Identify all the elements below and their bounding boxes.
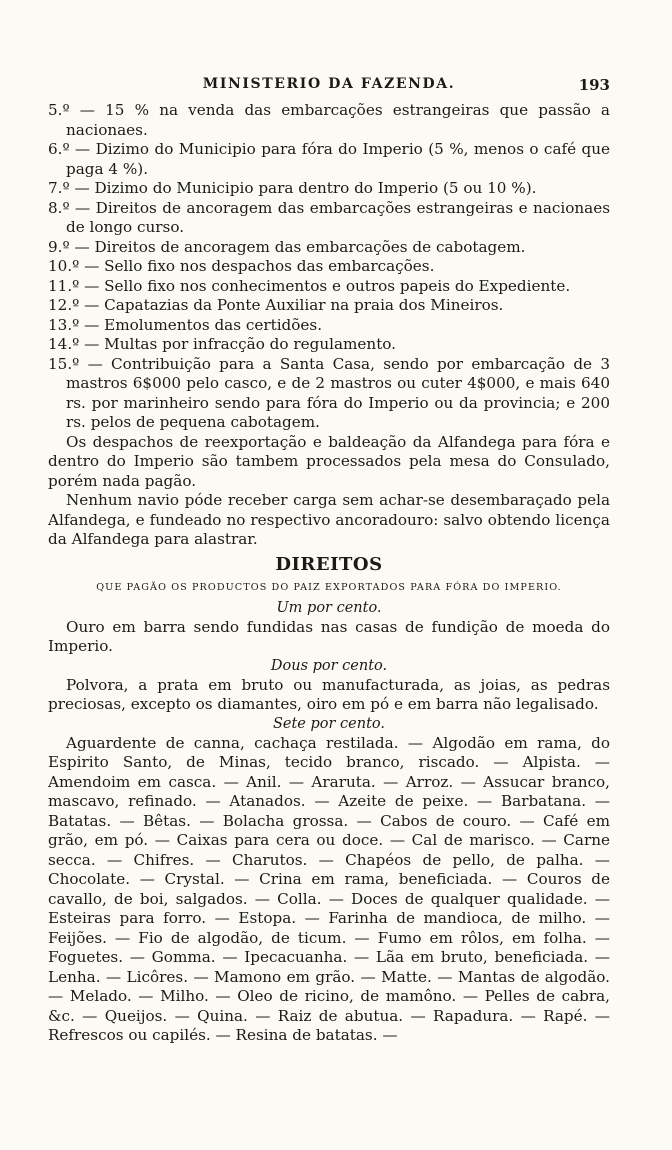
paragraph-reexportation: Os despachos de reexportação e baldeação da Alfandega para fóra e dentro do Imperio são tambem processados pela mesa do Consulado, porém nada pagão. [48,432,610,490]
rate-text: Ouro em barra sendo fundidas nas casas de fundição de moeda do Imperio. [48,617,610,655]
paragraph-loading: Nenhum navio póde receber carga sem achar-se desembaraçado pela Alfandega, e fundeado no respectivo ancoradouro: salvo obtendo licença da Alfandega para alastrar. [48,491,610,548]
running-title: MINISTERIO DA FAZENDA. [202,76,456,92]
list-item: 11.º — Sello fixo nos conhecimentos e outros papeis do Expediente. [48,276,571,295]
rate-title: Dous por cento. [270,657,388,674]
list-item: 6.º — Dizimo do Municipio para fóra do Imperio (5 %, menos o café que paga 4 %). [48,140,610,178]
section-heading: DIREITOS [275,553,383,575]
rate-text: Polvora, a prata em bruto ou manufacturada, as joias, as pedras preciosas, excepto os diamantes, oiro em pó e em barra não legalisado. [48,675,610,713]
section-subheading: QUE PAGÃO OS PRODUCTOS DO PAIZ EXPORTADOS PARA FÓRA DO IMPERIO. [96,581,562,593]
list-item: 15.º — Contribuição para a Santa Casa, sendo por embarcação de 3 mastros 6$000 pelo casco, e de 2 mastros ou cuter 4$000, e mais 640 rs. por marinheiro sendo para fóra do Imperio ou da provincia; e 200 rs. pelos de pequena cabotagem. [48,354,610,431]
list-item: 7.º — Dizimo do Municipio para dentro do Imperio (5 ou 10 %). [48,179,537,197]
numbered-list [48,101,610,433]
page-body [48,101,610,1046]
list-item: 5.º — 15 % na venda das embarcações estrangeiras que passão a nacionaes. [48,101,610,139]
list-item: 8.º — Direitos de ancoragem das embarcações estrangeiras e nacionaes de longo curso. [48,198,610,236]
list-item: 9.º — Direitos de ancoragem das embarcações de cabotagem. [48,237,526,256]
list-item: 13.º — Emolumentos das certidões. [48,315,323,334]
rate-title: Sete por cento. [272,715,386,732]
page-header [48,76,610,98]
rate-text: Aguardente de canna, cachaça restilada. — Algodão em rama, do Espirito Santo, de Minas, tecido branco, riscado. — Alpista. — Amendoim em casca. — Anil. — Araruta. — Arroz. — Assucar branco, mascavo, refinado. — Atanados. — Azeite de peixe. — Barbatana. — Batatas. — Bêtas. — Bolacha grossa. — Cabos de couro. — Café em grão, em pó. — Caixas para cera ou doce. — Cal de marisco. — Carne secca. — Chifres. — Charutos. — Chapéos de pello, de palha. — Chocolate. — Crystal. — Crina em rama, beneficiada. — Couros de cavallo, de boi, salgados. — Colla. — Doces de qualquer qualidade. — Esteiras para forro. — Estopa. — Farinha de mandioca, de milho. — Feijões. — Fio de algodão, de ticum. — Fumo em rôlos, em folha. — Foguetes. — Gomma. — Ipecacuanha. — Lãa em bruto, beneficiada. — Lenha. — Licôres. — Mamono em grão. — Matte. — Mantas de algodão. — Melado. — Milho. — Oleo de ricino, de mamôno. — Pelles de cabra, &c. — Queijos. — Quina. — Raiz de abutua. — Rapadura. — Rapé. — Refrescos ou capilés. — Resina de batatas. — [48,733,610,1044]
rate-title: Um por cento. [276,599,382,616]
list-item: 10.º — Sello fixo nos despachos das embarcações. [48,257,435,275]
page-number: 193 [578,76,610,94]
list-item: 14.º — Multas por infracção do regulamento. [48,335,397,353]
list-item: 12.º — Capatazias da Ponte Auxiliar na praia dos Mineiros. [48,296,504,314]
